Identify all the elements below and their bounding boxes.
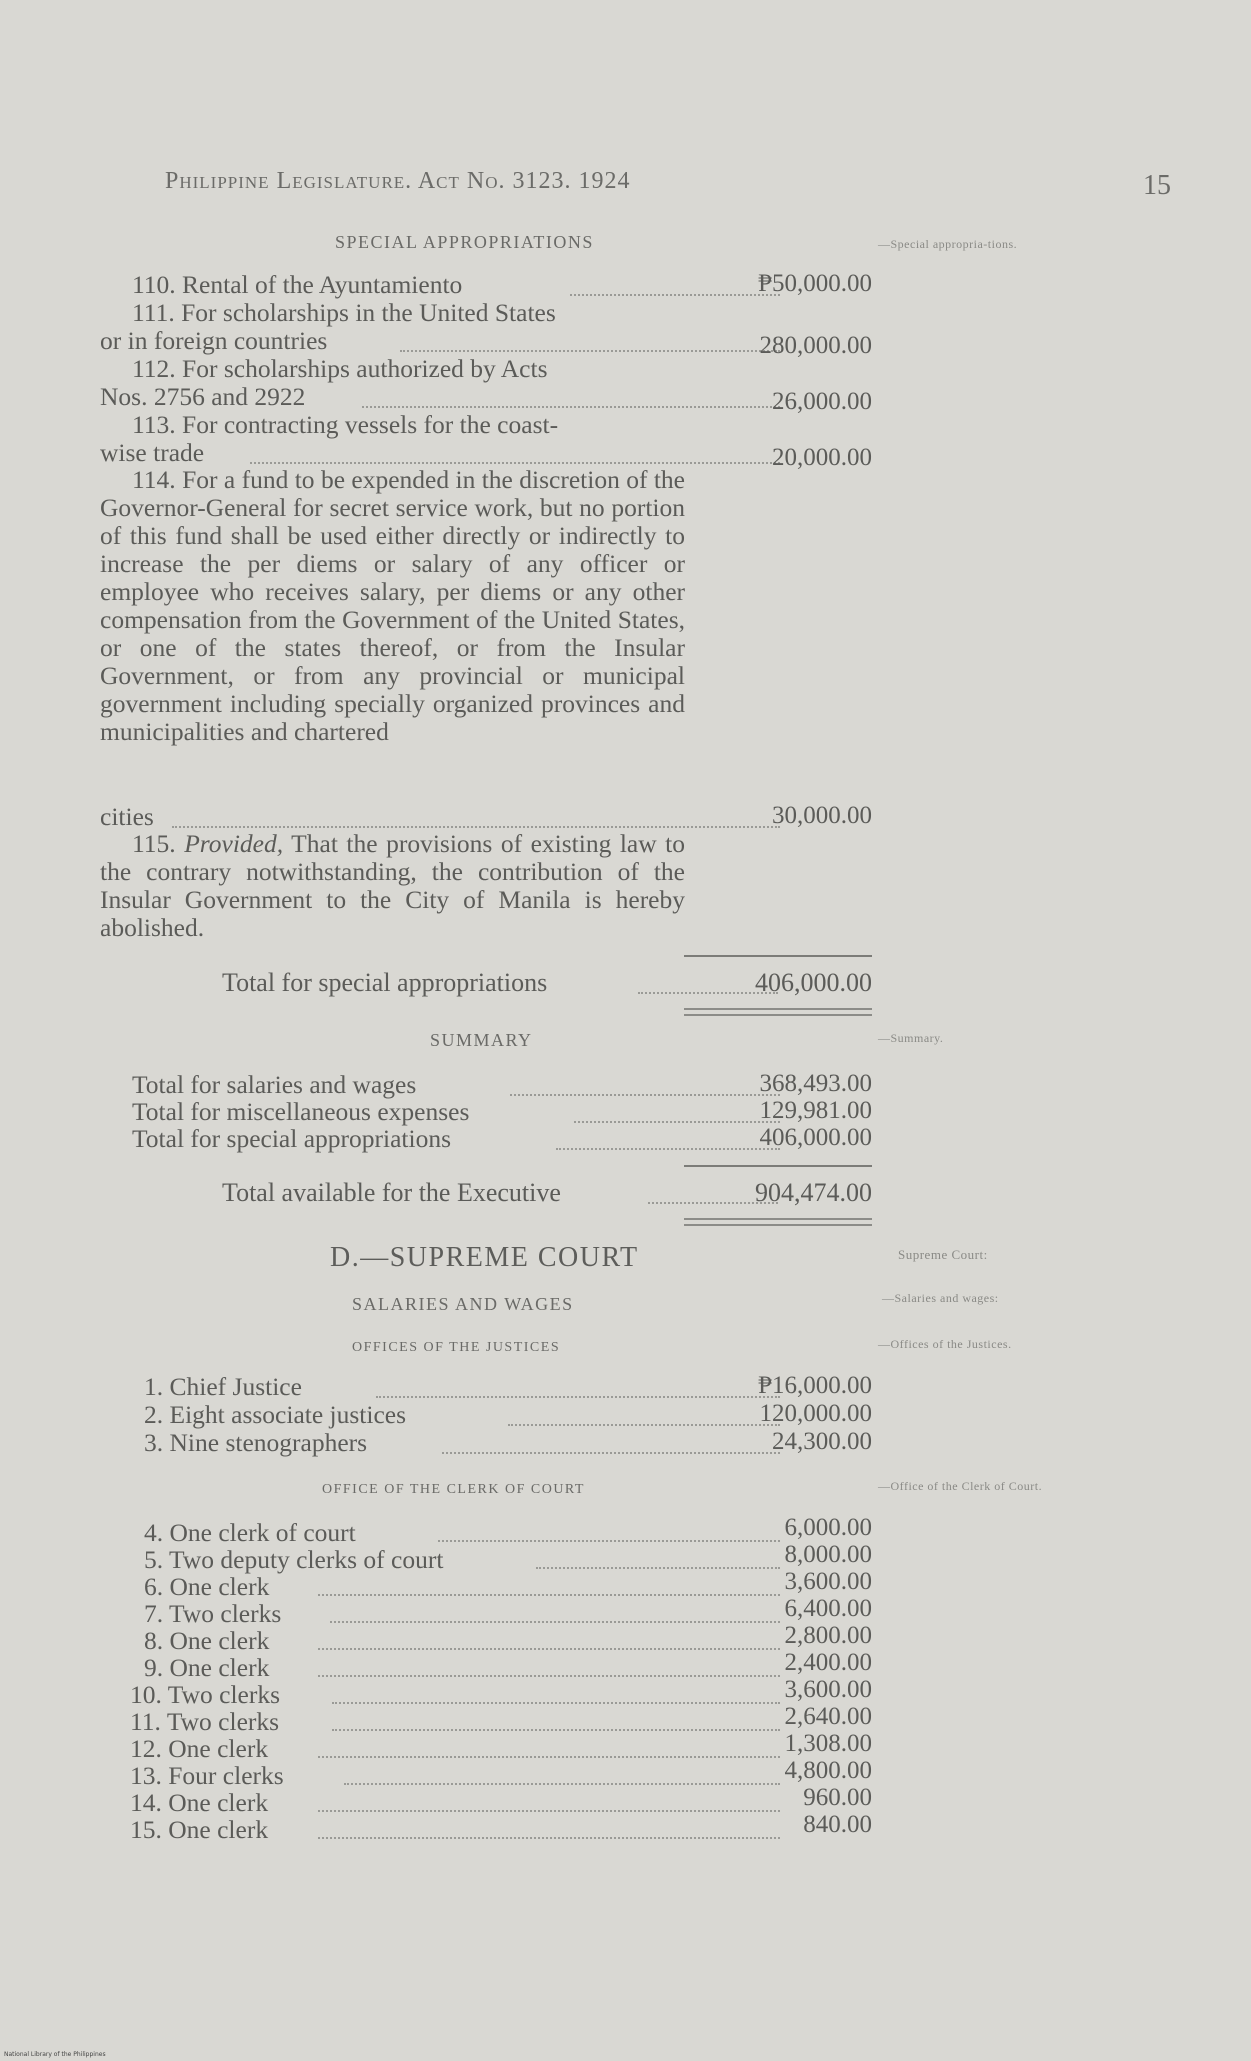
clerk-row [100,1784,872,1817]
total-rule [684,955,872,957]
clerk-amount: 8,000.00 [784,1541,872,1568]
item-114-text: 114. For a fund to be expended in the discretion of the Governor-General for secret service work, but no portion of this fund shall be used either directly or indirectly to increase the per diems or salary of any officer or employee who receives salary, per diems or any other compensation from the Government of the United States, or one of the states thereof, or from the Insular Government, or from any provincial or municipal government including specially organized provinces and municipalities and chartered [100,465,685,746]
item-label: wise trade [100,438,205,467]
clerk-label: 6. One clerk [144,1572,270,1601]
total-label: Total for special appropriations [222,968,548,997]
leader-dots [330,1621,780,1623]
clerk-label: 10. Two clerks [130,1680,281,1709]
leader-dots [250,462,780,464]
clerk-label: 12. One clerk [130,1734,269,1763]
justice-label: 2. Eight associate justices [144,1400,407,1429]
running-head: Philippine Legislature. Act No. 3123. 1924 [165,168,631,194]
justice-amount: 24,300.00 [772,1428,872,1455]
total-rule [684,1165,872,1167]
summary-row [100,1070,872,1100]
clerk-row [100,1622,872,1655]
leader-dots [574,1121,780,1123]
item-label: 113. For contracting vessels for the coast- [132,410,559,439]
summary-label: Total for miscellaneous expenses [132,1097,470,1126]
summary-amount: 368,493.00 [759,1070,872,1097]
clerk-label: 15. One clerk [130,1815,269,1844]
clerk-amount: 3,600.00 [784,1676,872,1703]
clerk-amount: 840.00 [803,1811,872,1838]
clerk-label: 8. One clerk [144,1626,270,1655]
item-label: 111. For scholarships in the United States [132,298,556,327]
summary-label: Total for special appropriations [132,1124,451,1153]
item-label: 110. Rental of the Ayuntamiento [132,270,463,299]
leader-dots [318,1837,780,1839]
item-113-line1 [100,410,872,440]
clerk-row [100,1541,872,1574]
special-appropriations-margin-note: —Special appropria-tions. [878,237,1018,251]
clerk-label: 9. One clerk [144,1653,270,1682]
leader-dots [362,406,780,408]
leader-dots [400,350,780,352]
scan-footer: National Library of the Philippines [4,2051,106,2058]
clerk-label: 5. Two deputy clerks of court [144,1545,444,1574]
justices-margin-note: —Offices of the Justices. [878,1337,1012,1351]
item-label: or in foreign countries [100,326,328,355]
leader-dots [442,1452,780,1454]
clerk-amount: 2,640.00 [784,1703,872,1730]
leader-dots [508,1424,780,1426]
leader-dots [318,1648,780,1650]
justice-row [100,1400,872,1430]
item-112-line1 [100,354,872,384]
justices-heading: OFFICES OF THE JUSTICES [352,1340,561,1355]
justice-amount: ₱16,000.00 [758,1372,872,1399]
clerk-row [100,1676,872,1709]
justice-label: 1. Chief Justice [144,1372,302,1401]
clerk-row [100,1757,872,1790]
clerk-amount: 2,400.00 [784,1649,872,1676]
clerk-label: 4. One clerk of court [144,1518,356,1547]
special-appropriations-heading: SPECIAL APPROPRIATIONS [335,232,594,252]
leader-dots [344,1783,780,1785]
item-label: cities [100,802,154,831]
summary-amount: 129,981.00 [759,1097,872,1124]
item-110-row [100,270,872,300]
leader-dots [318,1675,780,1677]
leader-dots [332,1729,780,1731]
clerk-amount: 6,000.00 [784,1514,872,1541]
summary-margin-note: —Summary. [878,1031,944,1045]
justice-row [100,1372,872,1402]
salaries-wages-heading: SALARIES AND WAGES [352,1294,574,1314]
clerk-amount: 1,308.00 [784,1730,872,1757]
item-115-text: That the provisions of existing law to the contrary notwithstanding, the contribution of the Insular Government to the City of Manila is hereby abolished. [100,829,686,942]
supreme-court-heading: D.—SUPREME COURT [330,1242,639,1273]
item-114-paragraph [100,466,685,746]
leader-dots [172,826,780,828]
clerk-amount: 6,400.00 [784,1595,872,1622]
clerk-label: 13. Four clerks [130,1761,284,1790]
clerk-row [100,1730,872,1763]
item-111-line1 [100,298,872,328]
item-amount: 26,000.00 [772,388,872,415]
clerk-label: 11. Two clerks [130,1707,280,1736]
justice-row [100,1428,872,1458]
clerk-row [100,1703,872,1736]
total-amount: 406,000.00 [755,968,872,997]
double-rule [684,1218,872,1226]
clerk-amount: 3,600.00 [784,1568,872,1595]
item-114-row [100,802,872,832]
salaries-wages-margin-note: —Salaries and wages: [882,1291,999,1305]
item-115-number: 115. [132,829,176,858]
clerk-amount: 2,800.00 [784,1622,872,1649]
leader-dots [318,1810,780,1812]
item-amount: 30,000.00 [772,802,872,829]
leader-dots [332,1702,780,1704]
item-111-row [100,326,872,359]
justice-label: 3. Nine stenographers [144,1428,368,1457]
leader-dots [376,1396,780,1398]
supreme-court-margin-note: Supreme Court: [898,1247,988,1262]
leader-dots [318,1594,780,1596]
justice-amount: 120,000.00 [759,1400,872,1427]
summary-heading: SUMMARY [430,1030,533,1050]
clerk-row [100,1649,872,1682]
leader-dots [556,1148,780,1150]
item-115-paragraph [100,830,685,942]
item-112-row [100,382,872,415]
item-amount: 20,000.00 [772,444,872,471]
clerk-margin-note: —Office of the Clerk of Court. [878,1479,1043,1493]
summary-row [100,1124,872,1154]
item-115-proviso: Provided, [184,829,284,858]
summary-row [100,1097,872,1127]
clerk-amount: 960.00 [803,1784,872,1811]
clerk-label: 14. One clerk [130,1788,269,1817]
clerk-row [100,1514,872,1547]
leader-dots [318,1756,780,1758]
clerk-heading: OFFICE OF THE CLERK OF COURT [322,1482,585,1497]
double-rule [684,1008,872,1016]
special-total-row [100,968,872,1000]
total-label: Total available for the Executive [222,1178,561,1207]
item-113-row [100,438,872,471]
summary-label: Total for salaries and wages [132,1070,417,1099]
leader-dots [570,294,780,296]
leader-dots [536,1567,780,1569]
clerk-row [100,1568,872,1601]
clerk-row [100,1595,872,1628]
clerk-label: 7. Two clerks [144,1599,282,1628]
page-number: 15 [1143,170,1171,201]
item-amount: 280,000.00 [759,332,872,359]
summary-amount: 406,000.00 [759,1124,872,1151]
clerk-amount: 4,800.00 [784,1757,872,1784]
item-amount: ₱50,000.00 [758,270,872,297]
clerk-row [100,1811,872,1844]
leader-dots [438,1540,780,1542]
total-amount: 904,474.00 [755,1178,872,1207]
item-label: 112. For scholarships authorized by Acts [132,354,548,383]
leader-dots [510,1094,780,1096]
item-label: Nos. 2756 and 2922 [100,382,306,411]
executive-total-row [100,1178,872,1210]
